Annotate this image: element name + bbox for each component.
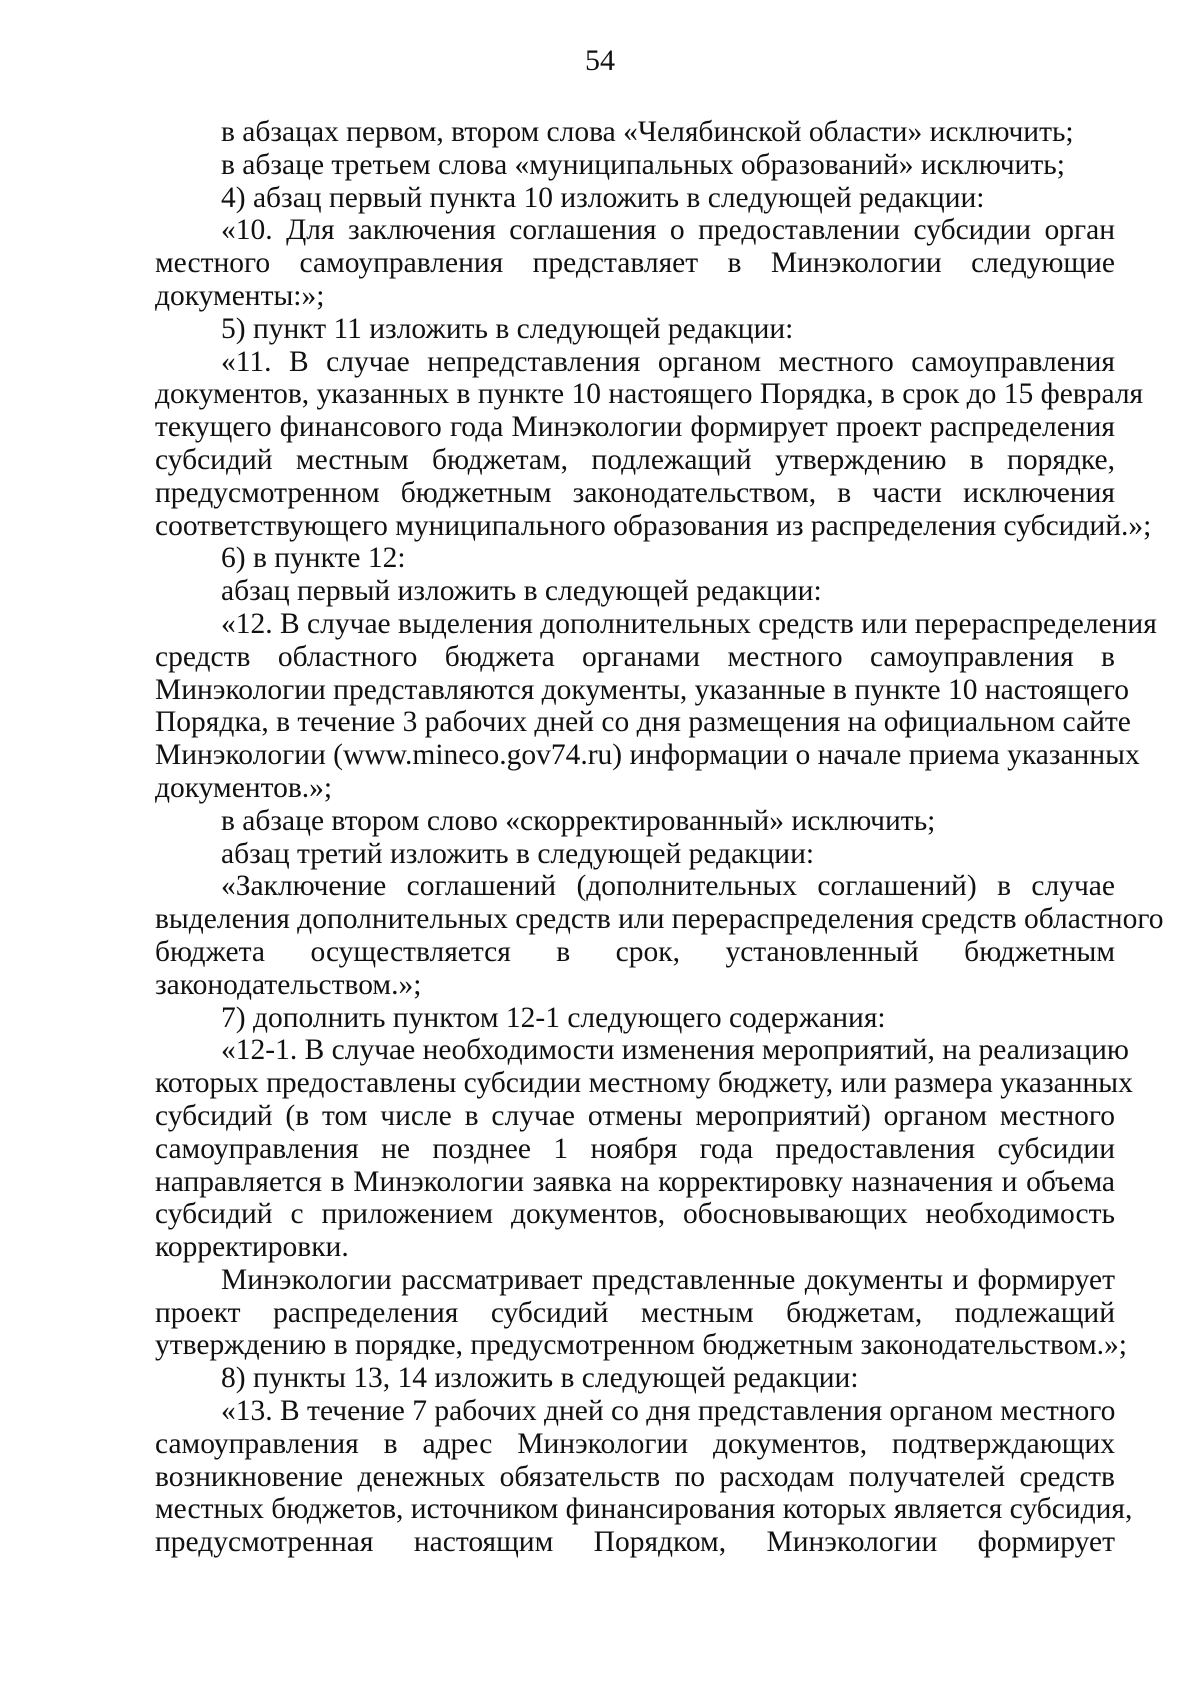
paragraph — [155, 1263, 1127, 1362]
text-line: «12-1. В случае необходимости изменения мероприятий, на реализацию — [221, 1034, 1129, 1067]
text-line: в абзаце втором слово «скорректированный» исключить; — [221, 804, 936, 837]
text-line: субсидий с приложением документов, обосновывающих необходимость — [155, 1198, 1115, 1231]
text-line: законодательством.»; — [155, 968, 422, 1001]
text-line: субсидий (в том числе в случае отмены мероприятий) органом местного — [155, 1099, 1115, 1132]
text-line: «13. В течение 7 рабочих дней со дня представления органом местного — [221, 1395, 1116, 1428]
text-line: которых предоставлены субсидии местному бюджету, или размера указанных — [155, 1067, 1133, 1100]
text-line: проект распределения субсидий местным бюджетам, подлежащий — [155, 1296, 1115, 1329]
paragraph — [155, 182, 1115, 215]
text-line: самоуправления в адрес Минэкологии документов, подтверждающих — [155, 1427, 1115, 1460]
text-line: 6) в пункте 12: — [221, 542, 406, 575]
paragraph — [155, 607, 1157, 805]
text-line: в абзацах первом, втором слова «Челябинской области» исключить; — [221, 116, 1074, 148]
text-line: документов.»; — [155, 771, 333, 804]
paragraph — [155, 838, 1115, 871]
page-number: 54 — [585, 44, 615, 77]
text-line: утверждению в порядке, предусмотренном бюджетным законодательством.»; — [155, 1329, 1127, 1362]
paragraph — [155, 1395, 1133, 1559]
text-line: «12. В случае выделения дополнительных средств или перераспределения — [221, 607, 1157, 640]
text-line: выделения дополнительных средств или перераспределения средств областного — [155, 903, 1164, 936]
paragraph — [155, 870, 1164, 1001]
paragraph — [155, 214, 1115, 312]
text-line: субсидий местным бюджетам, подлежащий утверждению в порядке, — [155, 443, 1115, 476]
text-line: предусмотренном бюджетным законодательством, в части исключения — [155, 476, 1115, 509]
text-line: Минэкологии представляются документы, указанные в пункте 10 настоящего — [155, 673, 1129, 706]
paragraph — [155, 575, 1115, 608]
text-line: абзац первый изложить в следующей редакции: — [221, 575, 822, 608]
paragraph — [155, 149, 1115, 182]
text-line: Порядка, в течение 3 рабочих дней со дня размещения на официальном сайте — [155, 706, 1131, 739]
text-line: 8) пункты 13, 14 изложить в следующей редакции: — [221, 1362, 859, 1395]
paragraph — [155, 313, 1115, 346]
text-line: 4) абзац первый пункта 10 изложить в следующей редакции: — [221, 181, 985, 214]
text-line: текущего финансового года Минэкологии формирует проект распределения — [155, 411, 1115, 444]
paragraph — [155, 1002, 1115, 1035]
paragraph — [155, 1362, 1115, 1395]
text-line: возникновение денежных обязательств по расходам получателей средств — [155, 1460, 1115, 1493]
text-line: Минэкологии рассматривает представленные документы и формирует — [221, 1263, 1115, 1296]
text-line: Минэкологии (www.mineco.gov74.ru) информации о начале приема указанных — [155, 739, 1140, 772]
document-body — [155, 116, 1164, 1559]
text-line: соответствующего муниципального образования из распределения субсидий.»; — [155, 509, 1152, 542]
text-line: бюджета осуществляется в срок, установленный бюджетным — [155, 935, 1115, 968]
text-line: абзац третий изложить в следующей редакции: — [221, 837, 815, 870]
paragraph — [155, 542, 1115, 575]
text-line: 7) дополнить пунктом 12-1 следующего содержания: — [221, 1001, 886, 1034]
text-line: «Заключение соглашений (дополнительных соглашений) в случае — [221, 870, 1115, 903]
text-line: в абзаце третьем слова «муниципальных образований» исключить; — [221, 148, 1065, 181]
text-line: средств областного бюджета органами местного самоуправления в — [155, 640, 1115, 673]
text-line: корректировки. — [155, 1231, 349, 1264]
text-line: документов, указанных в пункте 10 настоящего Порядка, в срок до 15 февраля — [155, 378, 1144, 411]
text-line: 5) пункт 11 изложить в следующей редакции: — [221, 312, 794, 345]
text-line: предусмотренная настоящим Порядком, Минэкологии формирует — [155, 1526, 1115, 1559]
text-line: местного самоуправления представляет в Минэкологии следующие — [155, 247, 1115, 280]
paragraph — [155, 345, 1152, 543]
text-line: местных бюджетов, источником финансирования которых является субсидия, — [155, 1493, 1133, 1526]
text-line: направляется в Минэкологии заявка на корректировку назначения и объема — [155, 1165, 1115, 1198]
text-line: документы:»; — [155, 279, 325, 312]
text-line: «10. Для заключения соглашения о предоставлении субсидии орган — [221, 214, 1115, 247]
paragraph — [155, 116, 1115, 149]
paragraph — [155, 805, 1115, 838]
paragraph — [155, 1034, 1133, 1264]
text-line: «11. В случае непредставления органом местного самоуправления — [221, 345, 1115, 378]
text-line: самоуправления не позднее 1 ноября года предоставления субсидии — [155, 1132, 1115, 1165]
